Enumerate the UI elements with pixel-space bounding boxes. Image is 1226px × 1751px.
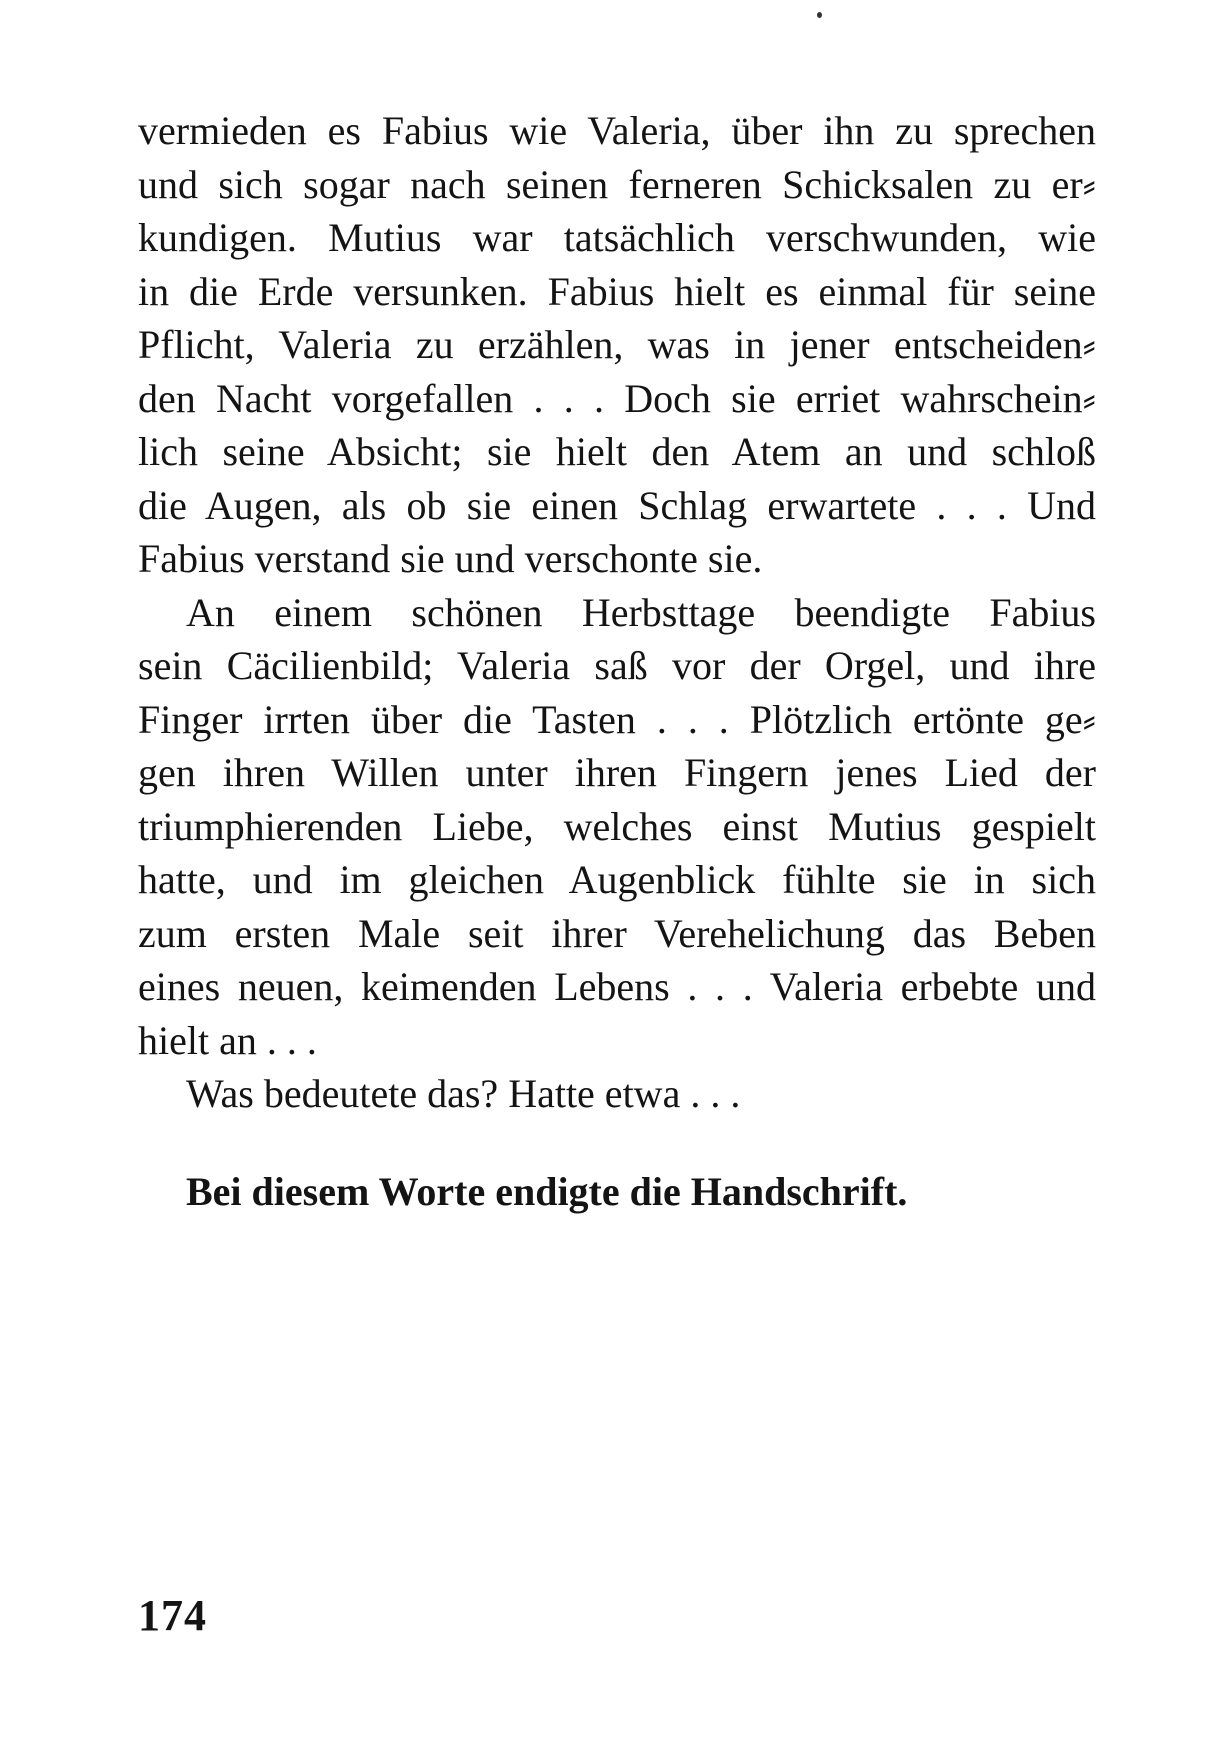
paragraph-1 bbox=[138, 104, 1096, 586]
text-line: kundigen. Mutius war tatsächlich verschwunden, wie bbox=[138, 215, 1096, 260]
text-line: sein Cäcilienbild; Valeria saß vor der Orgel, und ihre bbox=[138, 643, 1096, 688]
text-line: den Nacht vorgefallen . . . Doch sie erriet wahrschein⸗ bbox=[138, 375, 1096, 421]
paragraph-3 bbox=[138, 1067, 1096, 1121]
ink-speck bbox=[817, 12, 822, 18]
text-line: Finger irrten über die Tasten . . . Plötzlich ertönte ge⸗ bbox=[138, 696, 1096, 742]
text-line: Fabius verstand sie und verschonte sie. bbox=[138, 536, 763, 581]
body-text bbox=[138, 104, 1096, 1121]
text-line: gen ihren Willen unter ihren Fingern jenes Lied der bbox=[138, 750, 1096, 795]
text-line: Was bedeutete das? Hatte etwa . . . bbox=[186, 1071, 741, 1116]
page-number: 174 bbox=[138, 1591, 207, 1640]
text-line: vermieden es Fabius wie Valeria, über ihn zu sprechen bbox=[138, 108, 1096, 153]
text-line: An einem schönen Herbsttage beendigte Fabius bbox=[186, 589, 1096, 635]
text-line: hatte, und im gleichen Augenblick fühlte sie in sich bbox=[138, 857, 1096, 902]
text-line: in die Erde versunken. Fabius hielt es einmal für seine bbox=[138, 268, 1096, 314]
text-line: und sich sogar nach seinen ferneren Schicksalen zu er⸗ bbox=[138, 161, 1096, 207]
text-line: eines neuen, keimenden Lebens . . . Valeria erbebte und bbox=[138, 964, 1096, 1009]
text-line: triumphierenden Liebe, welches einst Mutius gespielt bbox=[138, 803, 1096, 849]
text-line: Pflicht, Valeria zu erzählen, was in jener entscheiden⸗ bbox=[138, 322, 1096, 367]
end-note: Bei diesem Worte endigte die Handschrift. bbox=[186, 1169, 908, 1214]
paragraph-2 bbox=[138, 586, 1096, 1068]
text-line: hielt an . . . bbox=[138, 1017, 317, 1063]
text-line: lich seine Absicht; sie hielt den Atem an und schloß bbox=[138, 429, 1096, 474]
text-line: zum ersten Male seit ihrer Verehelichung das Beben bbox=[138, 910, 1096, 956]
text-line: die Augen, als ob sie einen Schlag erwartete . . . Und bbox=[138, 482, 1096, 528]
